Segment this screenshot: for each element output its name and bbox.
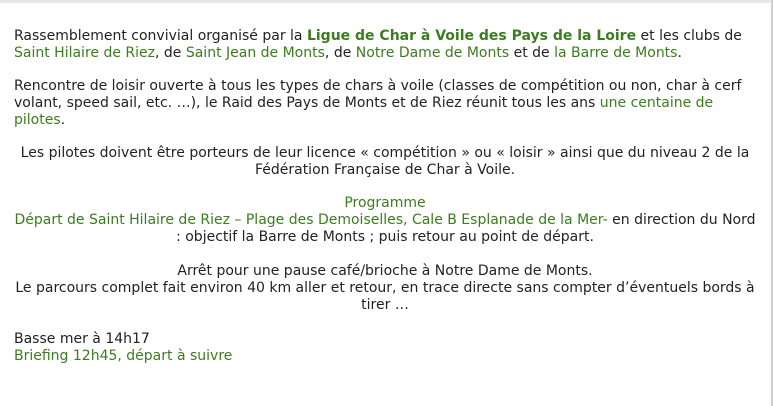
intro-text: . [677, 45, 682, 61]
depart-location: Départ de Saint Hilaire de Riez – Plage des Demoiselles, Cale B Esplanade de la Mer- [14, 212, 608, 228]
centaine-pilotes-highlight: une centaine de pilotes [14, 95, 714, 128]
licence-paragraph: Les pilotes doivent être porteurs de leur licence « compétition » ou « loisir » ainsi que du niveau 2 de la Fédération Française de Char à Voile. [20, 145, 750, 178]
ligue-link[interactable]: Ligue de Char à Voile des Pays de la Loire [306, 28, 637, 44]
intro-text: et les clubs de [636, 28, 742, 44]
club-link-saint-jean[interactable]: Saint Jean de Monts [185, 45, 325, 61]
briefing-line: Briefing 12h45, départ à suivre [14, 348, 233, 364]
parcours-line: Le parcours complet fait environ 40 km aller et retour, en trace directe sans compter d’éventuels bords à tirer … [15, 280, 755, 313]
rencontre-text: . [60, 112, 66, 128]
club-link-notre-dame[interactable]: Notre Dame de Monts [355, 45, 510, 61]
spacer [14, 246, 756, 263]
spacer [14, 314, 756, 331]
rencontre-paragraph [14, 78, 756, 129]
club-link-saint-hilaire[interactable]: Saint Hilaire de Riez [14, 45, 155, 61]
intro-text: Rassemblement convivial organisé par la [14, 28, 307, 44]
rencontre-text: Rencontre de loisir ouverte à tous les types de chars à voile (classes de compétition ou non, char à cerf volant, speed sail, etc. …), le Raid des Pays de Monts et de Riez réunit tous les ans [14, 78, 742, 111]
article-body [14, 28, 756, 365]
programme-depart [14, 212, 756, 246]
intro-paragraph [14, 28, 756, 62]
intro-text: , de [154, 45, 186, 61]
intro-text: et de [509, 45, 555, 61]
intro-text: , de [324, 45, 356, 61]
top-divider [0, 0, 773, 3]
depart-text: en direction du Nord : objectif la Barre de Monts ; puis retour au point de départ. [176, 212, 756, 245]
pause-line: Arrêt pour une pause café/brioche à Notre Dame de Monts. [177, 263, 593, 279]
maree-line: Basse mer à 14h17 [14, 331, 150, 347]
club-link-barre-de-monts[interactable]: la Barre de Monts [554, 45, 678, 61]
programme-title: Programme [344, 195, 426, 211]
